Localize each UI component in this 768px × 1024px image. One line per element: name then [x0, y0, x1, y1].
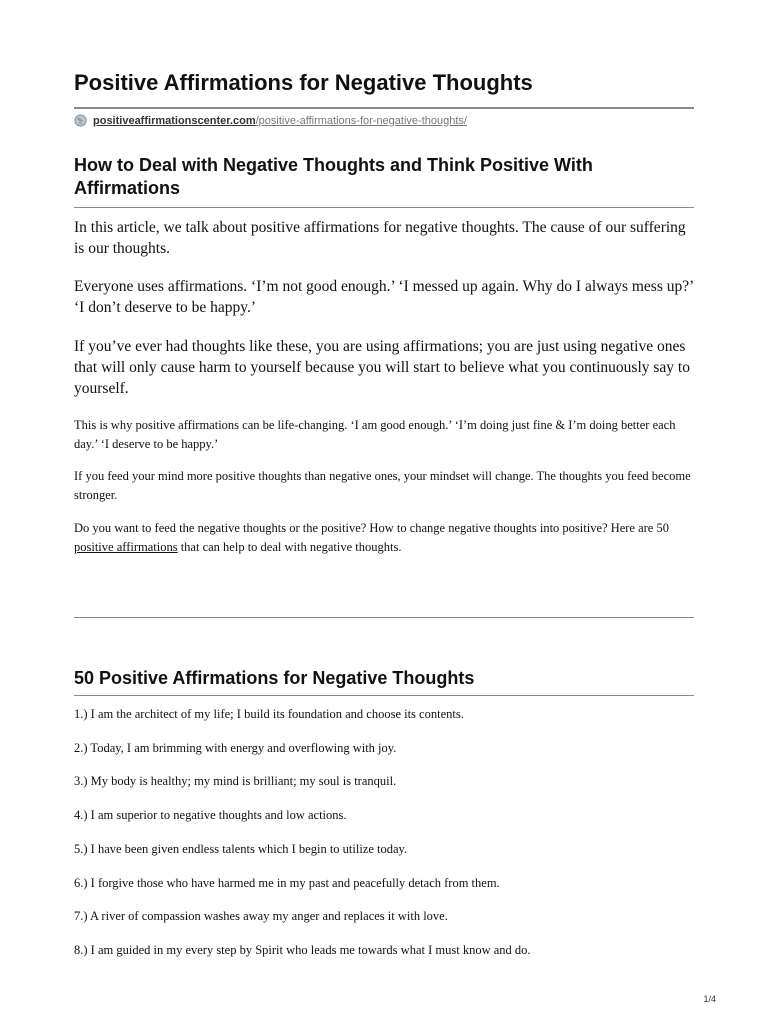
section-heading-line: Affirmations	[74, 178, 181, 198]
section-heading-line: How to Deal with Negative Thoughts and Think Positive With	[74, 155, 593, 175]
source-domain[interactable]: positiveaffirmationscenter.com	[93, 114, 256, 127]
page-title: Positive Affirmations for Negative Thoughts	[74, 70, 533, 95]
paragraph: If you’ve ever had thoughts like these, you are using affirmations; you are just using negative ones that will only cause harm to yourself because you will start to believe what you continuously say to yourself.	[74, 338, 690, 397]
paragraph: Everyone uses affirmations. ‘I’m not good enough.’ ‘I messed up again. Why do I always mess up?’ ‘I don’t deserve to be happy.’	[74, 278, 694, 316]
source-path[interactable]: /positive-affirmations-for-negative-thoughts/	[255, 114, 467, 127]
list-item: 8.) I am guided in my every step by Spirit who leads me towards what I must know and do.	[74, 943, 531, 957]
list-item: 7.) A river of compassion washes away my anger and replaces it with love.	[74, 909, 448, 923]
section-separator	[74, 617, 694, 618]
paragraph: In this article, we talk about positive affirmations for negative thoughts. The cause of our suffering is our thoughts.	[74, 219, 686, 257]
section-heading-deal	[74, 154, 593, 200]
title-divider	[74, 107, 694, 109]
section-heading-list: 50 Positive Affirmations for Negative Thoughts	[74, 668, 475, 688]
paragraph-with-link	[74, 519, 694, 557]
positive-affirmations-link[interactable]: positive affirmations	[74, 540, 178, 554]
source-url[interactable]	[74, 114, 467, 127]
paragraph-text: Do you want to feed the negative thoughts or the positive? How to change negative thoughts into positive? Here are 50	[74, 521, 669, 535]
paragraph-text: that can help to deal with negative thoughts.	[177, 540, 402, 554]
paragraph: If you feed your mind more positive thoughts than negative ones, your mindset will change. The thoughts you feed become stronger.	[74, 469, 691, 502]
list-item: 6.) I forgive those who have harmed me in my past and peacefully detach from them.	[74, 876, 500, 890]
list-item: 2.) Today, I am brimming with energy and overflowing with joy.	[74, 741, 397, 755]
globe-icon	[74, 114, 87, 127]
page-number: 1/4	[703, 994, 716, 1004]
list-item: 1.) I am the architect of my life; I build its foundation and choose its contents.	[74, 707, 464, 721]
paragraph: This is why positive affirmations can be life-changing. ‘I am good enough.’ ‘I’m doing just fine & I’m doing better each day.’ ‘I deserve to be happy.’	[74, 418, 676, 451]
section-divider	[74, 695, 694, 696]
section-divider	[74, 207, 694, 208]
list-item: 4.) I am superior to negative thoughts and low actions.	[74, 808, 347, 822]
list-item: 5.) I have been given endless talents which I begin to utilize today.	[74, 842, 408, 856]
list-item: 3.) My body is healthy; my mind is brilliant; my soul is tranquil.	[74, 774, 397, 788]
